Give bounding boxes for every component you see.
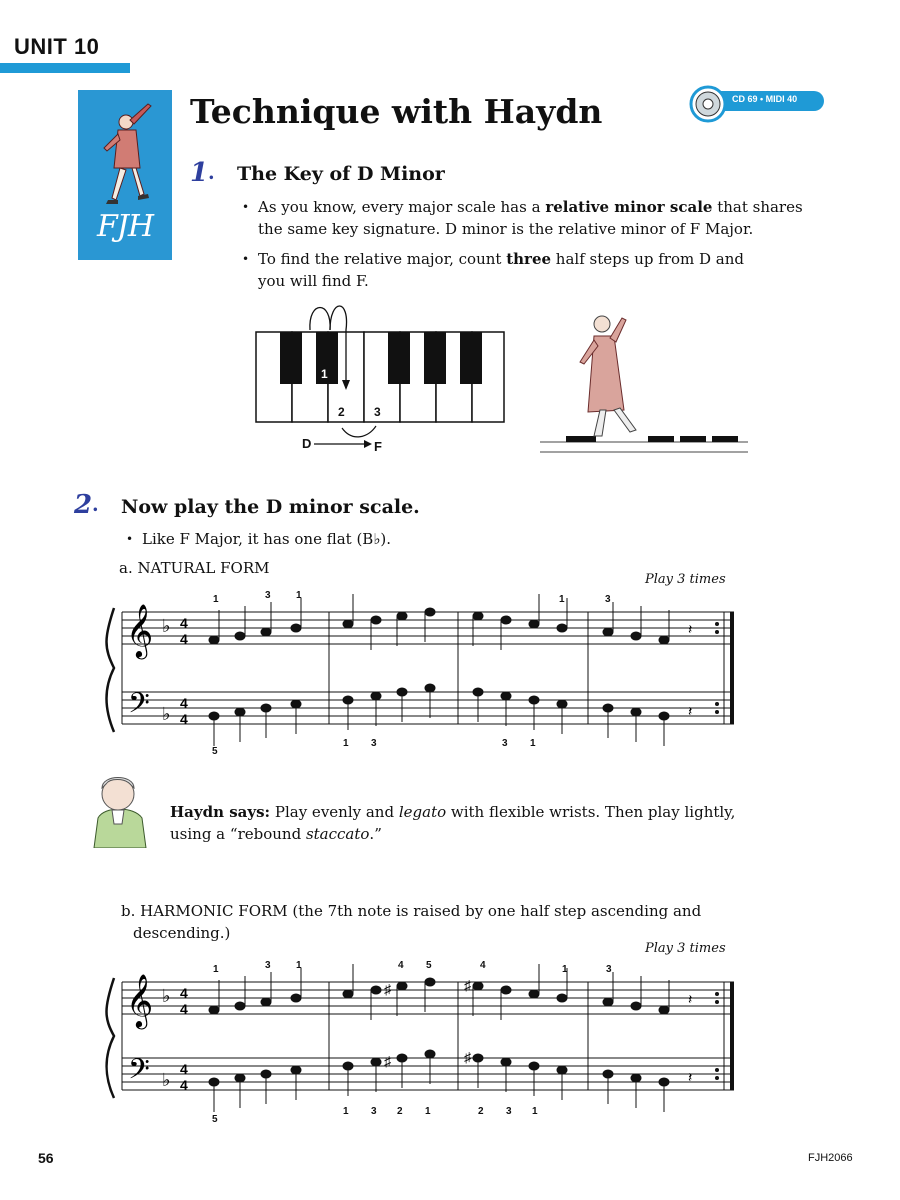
flat-icon: ♭ [162,986,171,1006]
section-2-bullet: • Like F Major, it has one flat (B♭). [126,530,392,548]
cd-label: CD 69 • MIDI 40 [732,94,798,104]
fingering: 2 [478,1106,484,1117]
natural-form-label: a. NATURAL FORM [119,559,270,577]
time-signature: 4 [180,1001,188,1017]
harmonic-form-label: b. HARMONIC FORM (the 7th note is raised by one half step ascending and descending.) [121,902,702,942]
harmonic-form-staff [100,958,750,1138]
hop-arrow-1 [310,308,330,331]
curve-arrow [342,426,376,437]
sharp-icon: ♯ [384,981,391,997]
flat-icon: ♭ [162,704,171,724]
fingering: 1 [296,590,302,601]
fingering: 1 [343,738,349,749]
treble-notes [209,964,669,1020]
sharp-icon: ♯ [384,1053,391,1069]
fingering: 1 [530,738,536,749]
time-signature: 4 [180,985,188,1001]
bass-notes [209,1050,669,1112]
page-number: 56 [38,1150,54,1166]
section-1-bullet-2: • To find the relative major, count three half steps up from D and you will find F. [242,250,744,290]
fingering: 5 [212,746,218,757]
page-title: Technique with Haydn [190,92,603,131]
bullet-icon: • [242,252,250,266]
time-signature: 4 [180,711,188,727]
fingering: 1 [213,594,219,605]
time-signature: 4 [180,1077,188,1093]
fingering: 3 [606,964,612,975]
rest-icon: 𝄽 [688,1069,693,1085]
sharp-icon: ♯ [464,1049,471,1065]
haydn-says-text: Haydn says: Play evenly and legato with flexible wrists. Then play lightly, using a “rebound staccato.” [170,803,736,843]
rest-icon: 𝄽 [688,991,693,1007]
section-1-bullet-1: • As you know, every major scale has a relative minor scale that shares the same key signature. D minor is the relative minor of F Major. [242,198,803,238]
harmonic-play-note: Play 3 times [645,941,726,956]
time-signature: 4 [180,615,188,631]
fingering: 4 [480,960,486,971]
fingering: 3 [265,590,271,601]
brace-icon [107,608,115,732]
section-1-heading: The Key of D Minor [237,163,445,185]
rest-icon: 𝄽 [688,703,693,719]
fingering: 4 [398,960,404,971]
haydn-dancing-illustration [536,300,751,460]
catalog-code: FJH2066 [808,1152,853,1164]
bass-notes [209,684,669,746]
natural-play-note: Play 3 times [645,572,726,587]
from-note: D [302,436,312,451]
treble-clef-icon: 𝄞 [126,604,154,656]
natural-form-staff [100,588,750,768]
unit-title: UNIT 10 [14,34,100,59]
section-1-number: 1• [190,158,215,188]
sharp-icon: ♯ [464,977,471,993]
time-signature: 4 [180,631,188,647]
fingering: 1 [213,964,219,975]
fingering: 1 [425,1106,431,1117]
fingering: 3 [371,738,377,749]
cd-disc-icon [688,84,728,124]
finger-label-1: 1 [321,367,328,381]
finger-label-3: 3 [374,405,381,419]
treble-notes [209,594,669,650]
arrow-head-icon [364,440,372,448]
treble-clef-icon: 𝄞 [126,974,154,1026]
fingering: 3 [605,594,611,605]
rest-icon: 𝄽 [688,621,693,637]
section-2-number: 2• [74,490,99,520]
fingering: 3 [506,1106,512,1117]
haydn-portrait [84,768,154,848]
keyboard-diagram [250,296,510,456]
flat-icon: ♭ [162,1070,171,1090]
bass-clef-icon: 𝄢 [128,1054,150,1092]
section-2-heading: Now play the D minor scale. [121,496,420,518]
finger-label-2: 2 [338,405,345,419]
fingering: 1 [343,1106,349,1117]
fingering: 1 [559,594,565,605]
bullet-icon: • [126,532,134,546]
brace-icon [107,978,115,1098]
fingering: 1 [532,1106,538,1117]
fingering: 3 [502,738,508,749]
logo-text: FJH [96,209,153,244]
fingering: 5 [426,960,432,971]
time-signature: 4 [180,695,188,711]
fingering: 3 [265,960,271,971]
time-signature: 4 [180,1061,188,1077]
unit-bar [0,63,130,73]
bass-clef-icon: 𝄢 [128,688,150,726]
fingering: 1 [562,964,568,975]
fingering: 3 [371,1106,377,1117]
fjh-logo [78,90,172,260]
bullet-icon: • [242,200,250,214]
flat-icon: ♭ [162,616,171,636]
fingering: 2 [397,1106,403,1117]
fingering: 5 [212,1114,218,1125]
to-note: F [374,439,382,454]
fingering: 1 [296,960,302,971]
